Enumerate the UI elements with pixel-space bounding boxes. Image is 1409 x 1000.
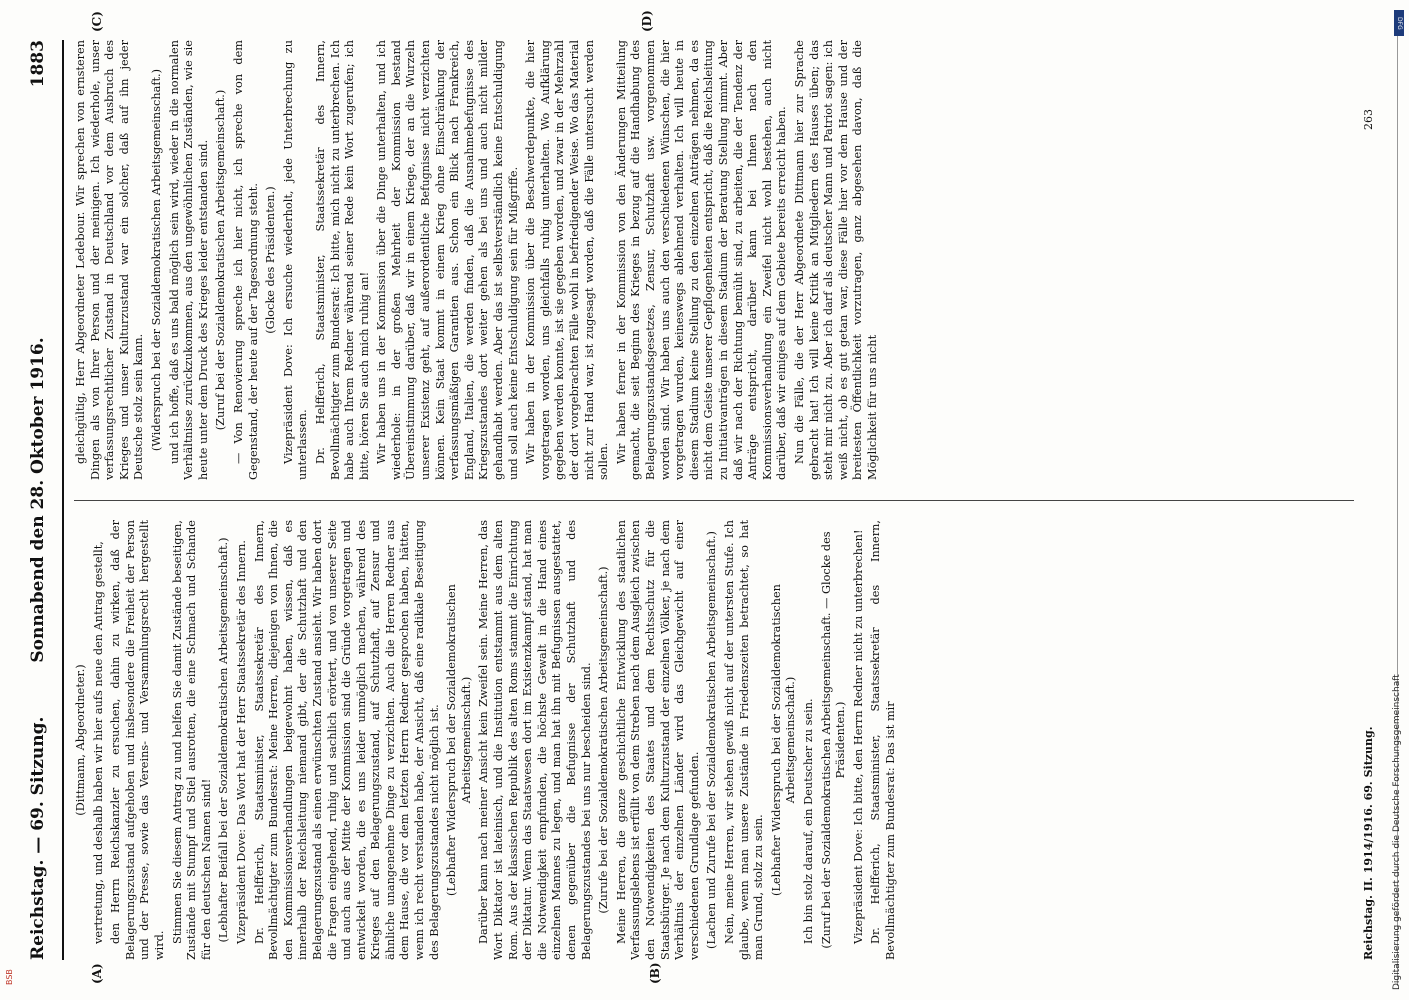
paragraph: Ich bin stolz darauf, ein Deutscher zu sein. [801, 698, 815, 944]
paragraph: gleichgültig, Herr Abgeordneter Ledebour. Wir sprechen von ernsteren Dingen als von Ihrer Person und der meinigen. Ich wiederhole, unser verfassungsrechtlicher Zustand in Deutschland vor dem Ausbruch des Krieges und unser Kulturzustand war ein solcher, daß auf ihn jeder Deutsche stolz sein kann. [74, 40, 146, 480]
paragraph: (Zurufe bei der Sozialdemokratischen Arbeitsgemeinschaft.) [597, 566, 611, 914]
left-column [74, 520, 1354, 960]
paragraph: vertretung, und deshalb haben wir hier aufs neue den Antrag gestellt, [91, 541, 105, 944]
digitization-credit: Digitalisierung gefördert durch die Deutsche Forschungsgemeinschaft [1392, 674, 1402, 990]
paragraph: Meine Herren, die ganze geschichtliche Entwicklung des staatlichen Verfassungslebens ist erfüllt von dem Streben nach dem Ausgleich zwischen den Notwendigkeiten des Staates und dem Rechtsschutz für die Staatsbürger. Je nach dem Kulturzustand der einzelnen Völker, je nach dem Verhältnis der einzelnen Länder wird das Gleichgewicht auf einer verschiedenen Grundlage gefunden. [614, 520, 701, 960]
paragraph: Wir haben ferner in der Kommission von den Änderungen Mitteilung gemacht, die seit Beginn des Krieges in bezug auf die Handhabung des Belagerungszustandsgesetzes, Zensur, Schutzhaft usw. vorgenommen worden sind. Wir haben uns auch den verschiedenen Wünschen, die hier vorgetragen wurden, keineswegs ablehnend verhalten. Ich will heute in diesem Stadium keine Stellung zu den einzelnen Anträgen nehmen, da es nicht dem Geiste unserer Gepflogenheiten entspricht, daß die Reichsleitung zu Initiativanträgen in diesem Stadium der Beratung Stellung nimmt. Aber daß wir nach der Richtung bemüht sind, zu arbeiten, die der Tendenz der Anträge entspricht, darüber kann bei Ihnen nach den Kommissionsverhandlung ein Zweifel nicht wohl bestehen, auch nicht darüber, daß wir einiges auf dem Gebiete bereits erreicht haben. [614, 40, 789, 480]
header-date: Sonnabend den 28. Oktober 1916. [28, 337, 48, 663]
paragraph: Vizepräsident Dove: Ich bitte, den Herrn Redner nicht zu unterbrechen! [851, 529, 865, 944]
dfg-logo: DFG [1394, 10, 1404, 36]
paragraph: (Widerspruch bei der Sozialdemokratischen Arbeitsgemeinschaft.) [149, 68, 163, 452]
paragraph: (Lebhafter Widerspruch bei der Sozialdemokratischen Arbeitsgemeinschaft.) [769, 584, 798, 896]
paragraph: (Lebhafter Beifall bei der Sozialdemokratischen Arbeitsgemeinschaft.) [217, 537, 231, 943]
paragraph: — Von Renovierung spreche ich hier nicht, ich spreche von dem Gegenstand, der heute auf der Tagesordnung steht. [231, 40, 260, 480]
paragraph: Vizepräsident Dove: Das Wort hat der Herr Staatssekretär des Innern. [234, 539, 248, 944]
margin-mark-c: (C) [90, 11, 104, 32]
library-mark: BSB [5, 969, 14, 985]
paragraph: (Lachen und Zurufe bei der Sozialdemokratischen Arbeitsgemeinschaft.) [705, 531, 719, 949]
paragraph: den Herrn Reichskanzler zu ersuchen, dahin zu wirken, daß der Belagerungszustand aufgehoben und insbesondere die Freiheit der Person und der Presse, sowie das Vereins- und Versammlungsrecht hergestellt wird. [109, 520, 166, 960]
paragraph: Nun die Fälle, die der Herr Abgeordnete Dittmann hier zur Sprache gebracht hat! Ich will keine Kritik an Mitgliedern des Hauses üben; das steht mir nicht zu. Aber ich darf als deutscher Mann und Patriot sagen: ich weiß nicht, ob es gut getan war, diese Fälle hier vor dem Hause und der breitesten Öffentlichkeit vorzutragen, ganz abgesehen davon, daß die Möglichkeit für uns nicht [792, 40, 879, 480]
paragraph: Dr. Helfferich, Staatsminister, Staatssekretär des Innern, Bevollmächtigter zum Bundesrat: Ich bitte, mich nicht zu unterbrechen. Ich habe auch Ihrem Redner während seiner Rede kein Wort zugerufen; ich bitte, hören Sie auch mich ruhig an! [313, 40, 371, 480]
margin-mark-a: (A) [90, 963, 104, 984]
paragraph: (Glocke des Präsidenten.) [264, 186, 278, 334]
paragraph: (Dittmann, Abgeordneter.) [74, 664, 87, 816]
paragraph: Nein, meine Herren, wir stehen gewiß nicht auf der untersten Stufe. Ich glaube, wenn man unsere Zustände in Friedenszeiten betrachtet, so hat man Grund, stolz zu sein. [722, 520, 766, 960]
margin-mark-d: (D) [640, 10, 654, 32]
paragraph: Stimmen Sie diesem Antrag zu und helfen Sie damit Zustände beseitigen, Zustände mit Stumpf und Stiel ausrotten, die eine Schmach und Schande für den deutschen Namen sind! [170, 520, 213, 960]
paragraph: (Zuruf bei der Sozialdemokratischen Arbeitsgemeinschaft.) [214, 89, 228, 431]
page-header [22, 40, 64, 960]
right-column [74, 40, 1354, 480]
margin-mark-b: (B) [648, 962, 662, 984]
column-divider [74, 500, 1354, 501]
footer-citation: Reichstag. II. 1914/1916. 69. Sitzung. [1362, 726, 1375, 960]
paragraph: (Zuruf bei der Sozialdemokratischen Arbeitsgemeinschaft. — Glocke des Präsidenten.) [819, 531, 848, 949]
paragraph: Wir haben in der Kommission über die Beschwerdepunkte, die hier vorgetragen worden, uns gleichfalls ruhig unterhalten. Wo Aufklärung gegeben werden konnte, ist sie gegeben worden, und zwar in der Mehrzahl der dort vorgebrachten Fälle wohl in befriedigender Weise. Wo das Material nicht zur Hand war, ist zugesagt worden, daß die Fälle untersucht werden sollen. [524, 40, 611, 480]
paragraph: Wir haben uns in der Kommission über die Dinge unterhalten, und ich wiederhole: in der großen Mehrheit der Kommission bestand Übereinstimmung darüber, daß wir in einem Kriege, der an die Wurzeln unserer Existenz geht, auf außerordentliche Befugnisse nicht verzichten können. Kein Staat kommt in einem Krieg ohne Einschränkung der verfassungsmäßigen Garantien aus. Schon ein Blick nach Frankreich, England, Italien, die werden finden, daß die Ausnahmebefugnisse des Kriegszustandes dort weiter gehen als bei uns und auch nicht milder gehandhabt werden. Aber das ist selbstverständlich keine Entschuldigung und soll auch keine Entschuldigung sein für Mißgriffe. [375, 40, 520, 480]
paragraph: und ich hoffe, daß es uns bald möglich sein wird, wieder in die normalen Verhältnisse zurückzukommen, aus den ungewöhnlichen Zuständen, wie sie heute unter dem Druck des Krieges leider entstanden sind. [167, 40, 210, 480]
paragraph: Dr. Helfferich, Staatsminister, Staatssekretär des Innern, Bevollmächtigter zum Bundesrat: Meine Herren, diejenigen von Ihnen, die den Kommissionsverhandlungen beigewohnt haben, wissen, daß es innerhalb der Reichsleitung niemand gibt, der die Schutzhaft und den Belagerungszustand als einen erwünschten Zustand ansieht. Wir haben dort die Fragen eingehend, ruhig und sachlich erörtert, und von unserer Seite und auch aus der Mitte der Kommission sind die Gründe vorgetragen und entwickelt worden, die es uns leider unmöglich machen, während des Krieges auf den Belagerungszustand, auf Schutzhaft, auf Zensur und ähnliche unangenehme Dinge zu verzichten. Auch die Herren Redner aus dem Hause, die vor dem letzten Herrn Redner gesprochen haben, hätten, wenn ich recht verstanden habe, der Ansicht, daß eine radikale Beseitigung des Belagerungszustandes nicht möglich ist. [252, 520, 441, 960]
paragraph: Dr. Helfferich, Staatsminister, Staatssekretär des Innern, Bevollmächtigter zum Bundesrat: Das ist mir [869, 520, 897, 960]
paragraph: Darüber kann nach meiner Ansicht kein Zweifel sein. Meine Herren, das Wort Diktator ist lateinisch, und die Institution entstammt aus dem alten Rom. Aus der klassischen Republik des alten Roms stammt die Einrichtung der Diktatur. Wenn das Staatswesen dort im Existenzkampf stand, hat man die Notwendigkeit empfunden, die höchste Gewalt in die Hand eines einzelnen Mannes zu legen, und man hat ihn mit Befugnissen ausgestattet, denen gegenüber die Befugnisse der Schutzhaft und des Belagerungszustandes bei uns nur bescheiden sind. [477, 520, 593, 960]
paragraph: (Lebhafter Widerspruch bei der Sozialdemokratischen Arbeitsgemeinschaft.) [445, 584, 473, 896]
paragraph: Vizepräsident Dove: Ich ersuche wiederholt, jede Unterbrechung zu unterlassen. [281, 40, 310, 480]
footer-page-mark: 263 [1362, 109, 1375, 130]
header-left: Reichstag. — 69. Sitzung. [28, 716, 48, 960]
page-number: 1883 [28, 40, 48, 88]
